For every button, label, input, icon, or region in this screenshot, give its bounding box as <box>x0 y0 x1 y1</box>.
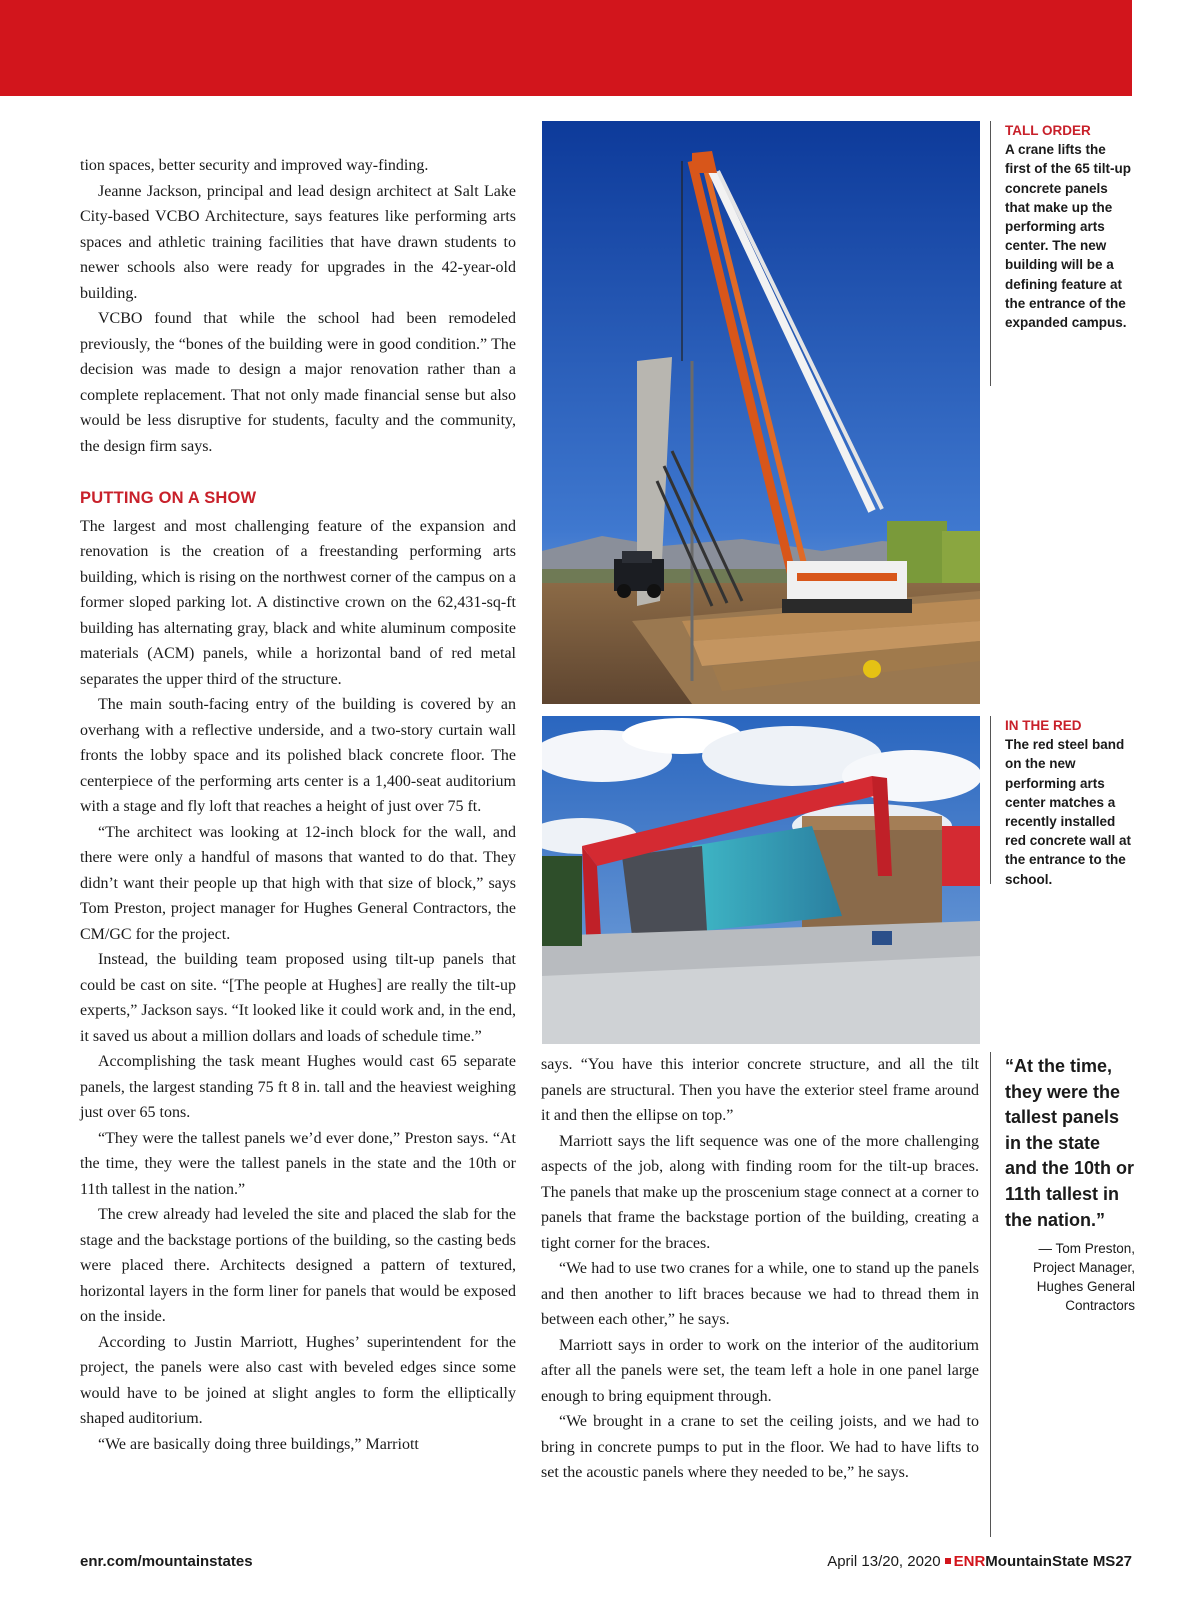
section-subhead: PUTTING ON A SHOW <box>80 489 257 507</box>
square-bullet-icon <box>945 1558 951 1564</box>
paragraph: Marriott says in order to work on the interior of the auditorium after all the panels were set, the team left a hole in one panel large enough to bring equipment through. <box>541 1336 979 1405</box>
caption-divider <box>990 716 991 884</box>
footer-url[interactable]: enr.com/mountainstates <box>80 1553 253 1570</box>
paragraph: Jeanne Jackson, principal and lead design architect at Salt Lake City-based VCBO Architecture, says features like performing arts spaces and athletic training facilities that have drawn students to newer schools also were ready for upgrades in the 42-year-old building. <box>80 182 516 302</box>
paragraph: “We had to use two cranes for a while, one to stand up the panels and then another to lift braces because we had to thread them in between each other,” he says. <box>541 1260 979 1328</box>
red-header-bar <box>0 0 1132 96</box>
article-column-left <box>80 153 516 1457</box>
pull-quote-text: “At the time, they were the tallest panels in the state and the 10th or 11th tallest in the nation.” <box>1005 1056 1135 1230</box>
paragraph: Instead, the building team proposed using tilt-up panels that could be cast on site. “[The people at Hughes] are really the tilt-up experts,” Jackson says. “It looked like it could work and, in the end, it saved us about a million dollars and loads of schedule time.” <box>80 951 516 1045</box>
footer-date: April 13/20, 2020 <box>827 1553 941 1570</box>
paragraph: Marriott says the lift sequence was one of the more challenging aspects of the job, along with finding room for the tilt-up braces. The panels that make up the proscenium stage connect at a corner to panels that frame the backstage portion of the building, creating a tight corner for the braces. <box>541 1132 979 1252</box>
paragraph: The largest and most challenging feature of the expansion and renovation is the creation of a freestanding performing arts building, which is rising on the northwest corner of the campus on a former sloped parking lot. A distinctive crown on the 62,431-sq-ft building has alternating gray, black and white aluminum composite materials (ACM) panels, while a horizontal band of red metal separates the upper third of the structure. <box>80 517 516 688</box>
caption-title: IN THE RED <box>1005 718 1082 733</box>
caption-text: The red steel band on the new performing arts center matches a recently installed red concrete wall at the entrance to the school. <box>1005 737 1132 887</box>
pullquote-divider <box>990 1052 991 1537</box>
paragraph: The crew already had leveled the site and placed the slab for the stage and the backstage portions of the building, so the casting beds were placed there. Architects designed a pattern of textured, horizontal layers in the form liner for panels that would be exposed on the inside. <box>80 1206 516 1325</box>
footer-brand-enr: ENR <box>953 1553 986 1570</box>
crane-photo-illustration <box>542 121 980 704</box>
page-number: MS27 <box>1092 1553 1132 1570</box>
footer-folio <box>827 1553 1132 1570</box>
footer-brand-region: MountainState <box>985 1553 1089 1570</box>
article-column-right <box>541 1052 979 1486</box>
crane-lifting-panel-photo <box>542 121 980 704</box>
paragraph: VCBO found that while the school had been remodeled previously, the “bones of the building were in good condition.” The decision was made to design a major renovation rather than a complete replacement. That not only made financial sense but also would be less disruptive for students, faculty and the community, the design firm says. <box>80 310 516 455</box>
pull-quote <box>1005 1054 1135 1315</box>
paragraph: “They were the tallest panels we’d ever done,” Preston says. “At the time, they were the tallest panels in the state and the 10th or 11th tallest in the nation.” <box>80 1129 516 1198</box>
caption-title: TALL ORDER <box>1005 123 1091 138</box>
caption-text: A crane lifts the first of the 65 tilt-up concrete panels that make up the performing arts center. The new building will be a defining feature at the entrance of the expanded campus. <box>1005 142 1131 331</box>
photo-caption-in-the-red <box>1005 716 1135 889</box>
paragraph: “We brought in a crane to set the ceiling joists, and we had to bring in concrete pumps to put in the floor. We had to have lifts to set the acoustic panels where they needed to be,” he says. <box>541 1413 979 1481</box>
paragraph: tion spaces, better security and improved way-finding. <box>80 157 429 174</box>
building-photo-illustration <box>542 716 980 1044</box>
photo-caption-tall-order <box>1005 121 1135 332</box>
paragraph: “We are basically doing three buildings,” Marriott <box>98 1435 419 1453</box>
pull-quote-attribution: — Tom Preston, Project Manager, Hughes General Contractors <box>1032 1241 1135 1314</box>
paragraph: The main south-facing entry of the building is covered by an overhang with a reflective underside, and a two-story curtain wall fronts the lobby space and its polished black concrete floor. The centerpiece of the performing arts center is a 1,400-seat auditorium with a stage and fly loft that reaches a height of just over 75 ft. <box>80 696 516 815</box>
paragraph: says. “You have this interior concrete structure, and all the tilt panels are structural. Then you have the exterior steel frame around it and then the ellipse on top.” <box>541 1056 979 1124</box>
paragraph: Accomplishing the task meant Hughes would cast 65 separate panels, the largest standing 75 ft 8 in. tall and the heaviest weighing just over 65 tons. <box>80 1053 516 1121</box>
paragraph: According to Justin Marriott, Hughes’ superintendent for the project, the panels were also cast with beveled edges since some would have to be joined at slight angles to form the elliptically shaped auditorium. <box>80 1333 516 1427</box>
caption-divider <box>990 121 991 386</box>
performing-arts-center-photo <box>542 716 980 1044</box>
paragraph: “The architect was looking at 12-inch block for the wall, and there were only a handful of masons that wanted to do that. They didn’t want their people up that high with that size of block,” says Tom Preston, project manager for Hughes General Contractors, the CM/GC for the project. <box>80 823 516 943</box>
